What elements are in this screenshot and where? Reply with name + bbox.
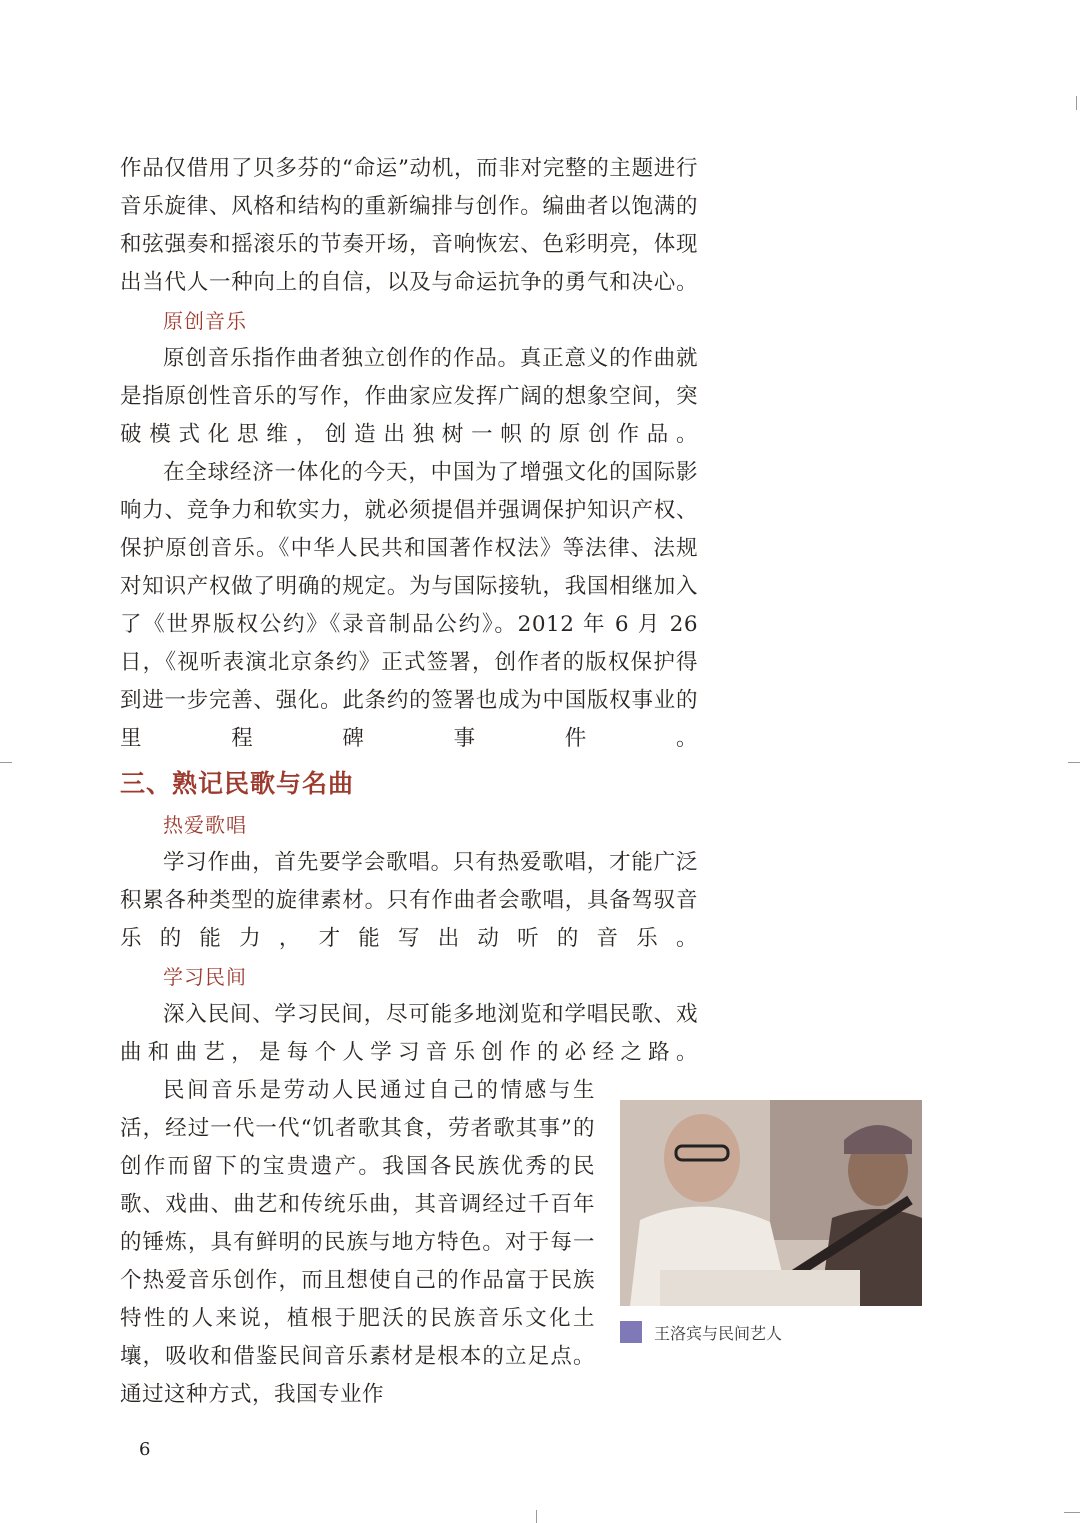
figure-caption xyxy=(620,1320,782,1344)
paragraph-singing: 学习作曲，首先要学会歌唱。只有热爱歌唱，才能广泛积累各种类型的旋律素材。只有作曲者会歌唱，具备驾驭音乐的能力，才能写出动听的音乐。 xyxy=(120,850,698,951)
paragraph-intro: 作品仅借用了贝多芬的“命运”动机，而非对完整的主题进行音乐旋律、风格和结构的重新编排与创作。编曲者以饱满的和弦强奏和摇滚乐的节奏开场，音响恢宏、色彩明亮，体现出当代人一种向上的自信，以及与命运抗争的勇气和决心。 xyxy=(120,156,698,295)
text-column xyxy=(120,150,698,1414)
crop-mark xyxy=(1064,1512,1080,1513)
crop-mark xyxy=(1076,96,1077,110)
caption-text: 王洛宾与民间艺人 xyxy=(654,1323,783,1343)
paragraph-folk: 深入民间、学习民间，尽可能多地浏览和学唱民歌、戏曲和曲艺，是每个人学习音乐创作的必经之路。 xyxy=(120,1002,698,1065)
crop-mark xyxy=(0,762,12,763)
paragraph-folk-music: 民间音乐是劳动人民通过自己的情感与生活，经过一代一代“饥者歌其食，劳者歌其事”的创作而留下的宝贵遗产。我国各民族优秀的民歌、戏曲、曲艺和传统乐曲，其音调经过千百年的锤炼，具有鲜明的民族与地方特色。对于每一个热爱音乐创作，而且想使自己的作品富于民族特性的人来说，植根于肥沃的民族音乐文化土壤，吸收和借鉴民间音乐素材是根本的立足点。通过这种方式，我国专业作 xyxy=(120,1078,595,1407)
crop-mark xyxy=(1068,762,1080,763)
section-heading: 三、熟记民歌与名曲 xyxy=(120,769,355,798)
photo-folk-artists xyxy=(620,1100,922,1306)
subheading-learn-folk: 学习民间 xyxy=(163,965,247,989)
paragraph-copyright: 在全球经济一体化的今天，中国为了增强文化的国际影响力、竞争力和软实力，就必须提倡并强调保护知识产权、保护原创音乐。《中华人民共和国著作权法》等法律、法规对知识产权做了明确的规定。为与国际接轨，我国相继加入了《世界版权公约》《录音制品公约》。2012 年 6 月 26 日，《视听表演北京条约》正式签署，创作者的版权保护得到进一步完善、强化。此条约的签署也成为中国版权事业的里程碑事件。 xyxy=(120,460,698,751)
photo-illustration xyxy=(620,1100,922,1306)
paragraph-original-music: 原创音乐指作曲者独立创作的作品。真正意义的作曲就是指原创性音乐的写作，作曲家应发挥广阔的想象空间，突破模式化思维，创造出独树一帜的原创作品。 xyxy=(120,346,698,447)
subheading-original-music: 原创音乐 xyxy=(163,309,247,333)
page-number: 6 xyxy=(139,1439,151,1460)
crop-mark xyxy=(536,1510,537,1523)
subheading-love-singing: 热爱歌唱 xyxy=(163,813,247,837)
caption-marker xyxy=(620,1321,642,1343)
